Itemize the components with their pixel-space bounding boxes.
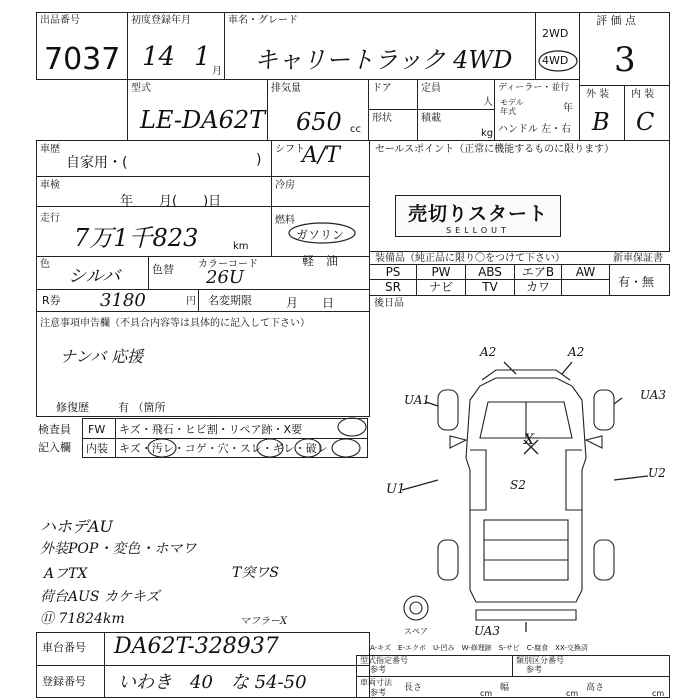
deadline-label: 名変期限 bbox=[208, 294, 252, 307]
color-code: 26U bbox=[206, 267, 245, 288]
chassis-label: 車台番号 bbox=[42, 641, 86, 654]
handnote-3b: T突ワS bbox=[232, 565, 279, 581]
warranty-label: 新車保証書 bbox=[613, 253, 663, 264]
equip-blank bbox=[561, 279, 610, 296]
spare-tire bbox=[404, 596, 428, 620]
drive-4wd-circle bbox=[536, 48, 580, 74]
reg-close: ) bbox=[256, 152, 262, 168]
vehicle-diagram bbox=[376, 340, 676, 640]
interior-grade: C bbox=[636, 108, 655, 136]
equip-aw: AW bbox=[561, 264, 610, 280]
equip-ps: PS bbox=[369, 264, 417, 280]
exterior-grade: B bbox=[592, 108, 610, 136]
size-label: 車両寸法 bbox=[360, 678, 392, 687]
equip-navi: ナビ bbox=[416, 279, 466, 296]
footer-vdivider bbox=[512, 655, 513, 677]
capacity-label: 定員 bbox=[421, 83, 441, 94]
registration-label: 登録番号 bbox=[42, 675, 86, 688]
height-unit: cm bbox=[652, 689, 665, 698]
handnote-4: 荷台AUS カケキズ bbox=[40, 589, 160, 605]
equipment-label: 装備品（純正品に限り〇をつけて下さい） bbox=[375, 253, 565, 264]
damage-legend: A-キズ E-エクボ U-凹み W-修理跡 S-サビ C-腐食 XX-交換済 bbox=[370, 644, 588, 652]
history-vdivider bbox=[148, 256, 149, 289]
model-designation-ref: 参考 bbox=[370, 665, 386, 674]
sales-point-label: セールスポイント（正常に機能するものに限ります） bbox=[375, 144, 615, 155]
back-order-label: 後日品 bbox=[374, 298, 404, 309]
inspector-vdivider bbox=[115, 418, 116, 458]
exterior-label: 外 装 bbox=[586, 89, 610, 100]
handnote-3: AフTX bbox=[44, 566, 88, 582]
mark-x: X bbox=[524, 432, 534, 448]
repair-value: 有 （箇所 bbox=[118, 401, 166, 414]
mark-u1: U1 bbox=[386, 482, 406, 497]
history-divider bbox=[36, 176, 370, 177]
interior-insp-items: キズ・汚レ・コゲ・穴・スレ・ギレ・破レ bbox=[119, 442, 328, 455]
mark-ua3-bottom: UA3 bbox=[474, 624, 501, 638]
width-unit: cm bbox=[566, 689, 579, 698]
footer-divider bbox=[356, 676, 670, 677]
doors-label: ドア bbox=[372, 83, 392, 94]
drive-2wd: 2WD bbox=[542, 27, 569, 40]
recycle-value: 3180 bbox=[100, 290, 146, 311]
mileage-value: 7万1千823 bbox=[74, 224, 199, 252]
registration-value: いわき 40 な 54-50 bbox=[118, 672, 307, 693]
fuel-value: ガソリン bbox=[296, 228, 345, 242]
mark-u2: U2 bbox=[648, 466, 666, 480]
equip-leather: カワ bbox=[514, 279, 562, 296]
name-label: 車名・グレード bbox=[228, 15, 298, 26]
warranty-box bbox=[609, 264, 670, 296]
fw-items: キズ・飛石・ヒビ割・リペア跡・X要 bbox=[119, 423, 303, 436]
repair-label: 修復歴 bbox=[56, 401, 89, 414]
history-vdivider bbox=[198, 289, 199, 312]
width-label: 幅 bbox=[500, 683, 510, 693]
fuel-label: 燃料 bbox=[275, 215, 295, 226]
spare-label: スペア bbox=[404, 627, 428, 636]
model-code-label: 型式 bbox=[131, 83, 151, 94]
fw-label: FW bbox=[88, 423, 106, 436]
first-reg-year: 14 bbox=[142, 42, 176, 72]
mileage-label: 走行 bbox=[40, 213, 60, 224]
equip-sr: SR bbox=[369, 279, 417, 296]
inspection-label: 車検 bbox=[40, 180, 60, 191]
mark-ua3-right: UA3 bbox=[640, 388, 667, 402]
model-year-label: モデル 年式 bbox=[500, 98, 524, 116]
capacity-unit: 人 bbox=[483, 97, 493, 108]
sellout-badge bbox=[395, 195, 561, 237]
first-reg-month: 1 bbox=[194, 42, 211, 72]
chassis-value: DA62T-328937 bbox=[114, 634, 279, 659]
history-vdivider bbox=[271, 140, 272, 256]
month-unit: 月 bbox=[212, 66, 222, 77]
handnote-5b: マフラーX bbox=[240, 616, 288, 627]
fuel-circle bbox=[286, 220, 358, 246]
handnote-2: 外装POP・変色・ホマワ bbox=[40, 541, 197, 557]
equip-airbag: エアB bbox=[514, 264, 562, 280]
fuel-diesel: 軽 油 bbox=[302, 254, 339, 268]
model-code: LE-DA62T bbox=[140, 106, 266, 134]
lot-number: 7037 bbox=[44, 42, 121, 77]
rating-value: 3 bbox=[614, 40, 636, 80]
model-designation-label: 型式指定番号 bbox=[360, 656, 408, 665]
color-label: 色 bbox=[40, 259, 50, 270]
inspector-label-2: 記入欄 bbox=[38, 441, 71, 454]
mark-a2-right: A2 bbox=[568, 345, 585, 359]
sellout-sub: SELLOUT bbox=[446, 226, 510, 235]
drive-4wd: 4WD bbox=[542, 54, 569, 67]
aircon-label: 冷房 bbox=[275, 180, 295, 191]
handnote-5: ⑪ 71824km bbox=[40, 611, 125, 627]
warranty-value: 有・無 bbox=[618, 275, 655, 289]
lot-label: 出品番号 bbox=[40, 15, 80, 26]
year-unit: 年 bbox=[563, 103, 573, 114]
truck-bed bbox=[484, 520, 568, 580]
model-name: キャリートラック 4WD bbox=[254, 46, 513, 74]
load-label: 積載 bbox=[421, 113, 441, 124]
mark-ua1: UA1 bbox=[404, 393, 431, 407]
load-unit: kg bbox=[481, 128, 494, 139]
recycle-label: R券 bbox=[42, 294, 61, 307]
height-label: 高さ bbox=[586, 683, 605, 693]
history-divider bbox=[36, 289, 370, 290]
mileage-unit: km bbox=[233, 241, 249, 252]
displacement-label: 排気量 bbox=[271, 83, 301, 94]
shape-label: 形状 bbox=[372, 113, 392, 124]
interior-label: 内 装 bbox=[631, 89, 655, 100]
dealer-label: ディーラー・並行 bbox=[498, 83, 570, 93]
reg-value: 自家用・( bbox=[66, 155, 128, 171]
first-reg-label: 初度登録年月 bbox=[131, 15, 191, 26]
size-ref: 参考 bbox=[370, 688, 386, 697]
length-label: 長さ bbox=[404, 683, 423, 693]
sellout-text: 売切りスタート bbox=[407, 203, 548, 225]
handnote-1: ハホデAU bbox=[40, 517, 114, 536]
equip-tv: TV bbox=[465, 279, 515, 296]
length-unit: cm bbox=[480, 689, 493, 698]
interior-insp-label: 内装 bbox=[86, 442, 108, 455]
color-code-label: カラーコード bbox=[198, 259, 258, 270]
mark-s2: S2 bbox=[510, 478, 526, 492]
category-label: 類別区分番号 bbox=[516, 656, 564, 665]
shift-value: A/T bbox=[302, 143, 340, 168]
mark-a2-left: A2 bbox=[480, 345, 497, 359]
inspector-label-1: 検査員 bbox=[38, 423, 71, 436]
rating-label: 評 価 点 bbox=[596, 14, 636, 27]
equip-pw: PW bbox=[416, 264, 466, 280]
deadline-value: 月 日 bbox=[286, 296, 335, 310]
inspection-value: 年 月( )日 bbox=[120, 194, 222, 209]
displacement-value: 650 bbox=[296, 108, 342, 136]
displacement-unit: cc bbox=[350, 124, 361, 135]
category-ref: 参考 bbox=[526, 665, 542, 674]
handle-label: ハンドル 左・右 bbox=[498, 124, 572, 135]
notes-label: 注意事項申告欄（不具合内容等は具体的に記入して下さい） bbox=[40, 318, 310, 329]
color-change-label: 色替 bbox=[152, 263, 174, 276]
reg-label: 車歴 bbox=[40, 144, 60, 155]
recycle-yen: 円 bbox=[186, 296, 196, 307]
inspector-circles bbox=[140, 416, 370, 462]
shift-label: シフト bbox=[275, 144, 305, 155]
color-value: シルバ bbox=[68, 266, 121, 287]
equip-abs: ABS bbox=[465, 264, 515, 280]
notes-handwritten: ナンバ 応援 bbox=[60, 347, 144, 366]
